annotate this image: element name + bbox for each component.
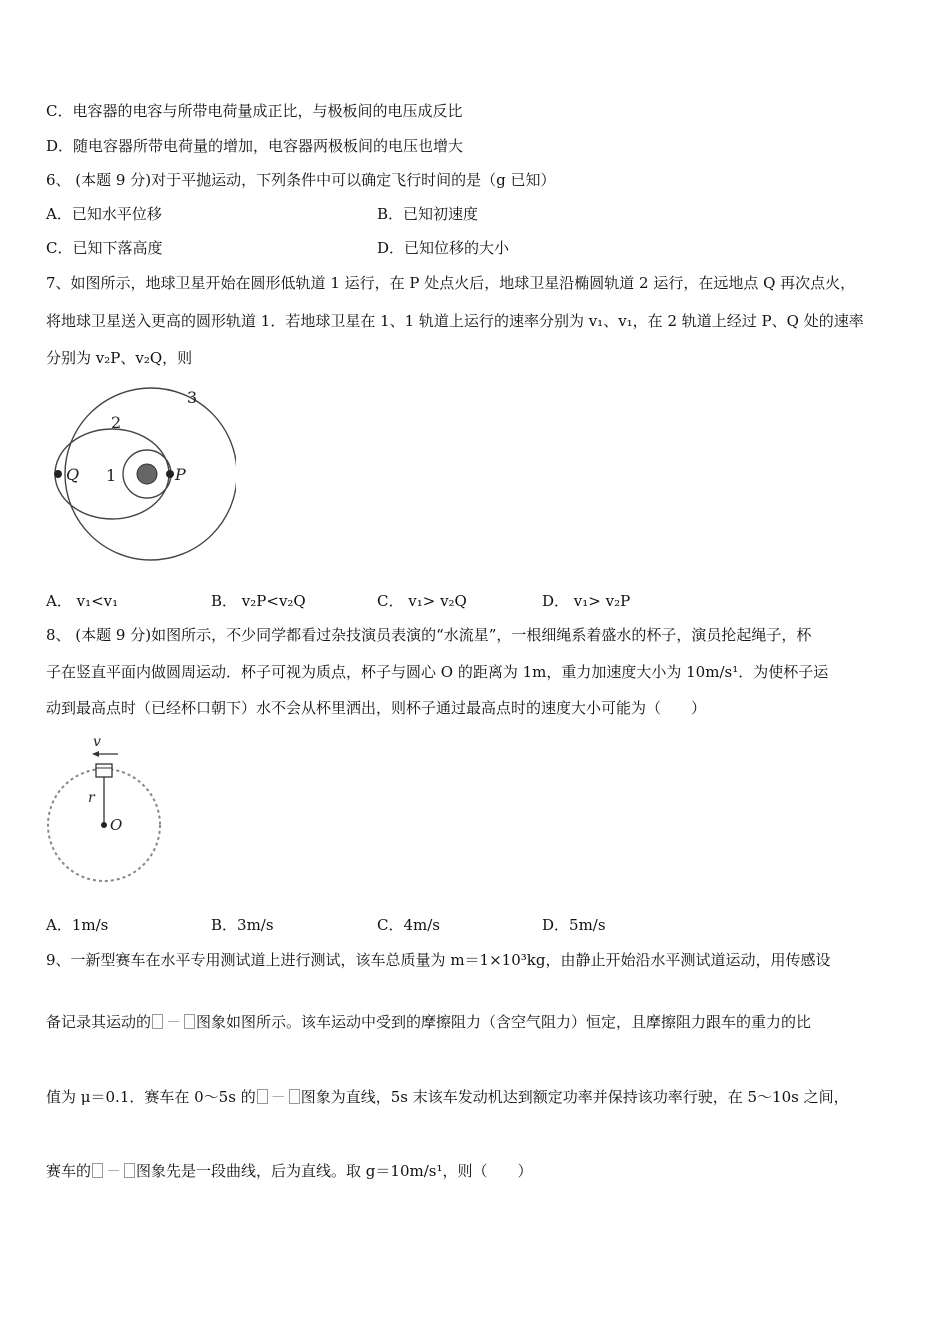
q9-stem-line3: 值为 μ＝0.1．赛车在 0～5s 的 － 图象为直线，5s 末该车发动机达到额定功率并保持该功率行驶，在 5～10s 之间， bbox=[46, 1088, 849, 1106]
q6-option-b: B．已知初速度 bbox=[377, 205, 479, 223]
point-q bbox=[54, 470, 62, 478]
q7-option-a: A． v₁<v₁ bbox=[46, 592, 119, 610]
arrow-head-icon bbox=[92, 751, 99, 757]
q9-stem-line4: 赛车的 － 图象先是一段曲线，后为直线。取 g＝10m/s¹，则（ ） bbox=[46, 1162, 533, 1180]
q6-option-d: D．已知位移的大小 bbox=[377, 239, 510, 257]
q9-stem-line2: 备记录其运动的 － 图象如图所示。该车运动中受到的摩擦阻力（含空气阻力）恒定，且摩擦阻力跟车的重力的比 bbox=[46, 1013, 812, 1031]
q7-stem-line1: 7、如图所示，地球卫星开始在圆形低轨道 1 运行，在 P 处点火后，地球卫星沿椭圆轨道 2 运行，在远地点 Q 再次点火， bbox=[46, 274, 856, 292]
q6-option-c: C．已知下落高度 bbox=[46, 239, 163, 257]
label-r: r bbox=[88, 790, 95, 806]
q8-option-d: D．5m/s bbox=[542, 916, 606, 934]
q8-stem-line1: 8、 (本题 9 分)如图所示，不少同学都看过杂技演员表演的“水流星”，一根细绳系着盛水的杯子，演员抡起绳子，杯 bbox=[46, 626, 812, 644]
label-orbit-2: 2 bbox=[111, 413, 122, 432]
label-p: P bbox=[175, 465, 186, 484]
earth bbox=[137, 464, 157, 484]
q9-stem-line1: 9、一新型赛车在水平专用测试道上进行测试，该车总质量为 m＝1×10³kg，由静止开始沿水平测试道运动，用传感设 bbox=[46, 951, 831, 969]
q6-stem: 6、 (本题 9 分)对于平抛运动，下列条件中可以确定飞行时间的是（g 已知） bbox=[46, 171, 556, 189]
missing-glyph-icon bbox=[289, 1089, 300, 1104]
q8-option-b: B．3m/s bbox=[211, 916, 274, 934]
cup bbox=[96, 764, 112, 777]
q7-stem-line3: 分别为 v₂P、v₂Q，则 bbox=[46, 349, 193, 367]
label-orbit-1: 1 bbox=[106, 466, 117, 485]
point-p bbox=[166, 470, 174, 478]
missing-glyph-icon bbox=[152, 1014, 163, 1029]
orbit-diagram bbox=[46, 385, 236, 565]
water-meteor-diagram bbox=[44, 728, 174, 888]
q8-stem-line2: 子在竖直平面内做圆周运动．杯子可视为质点，杯子与圆心 O 的距离为 1m，重力加速度大小为 10m/s¹．为使杯子运 bbox=[46, 663, 829, 681]
q7-option-c: C． v₁> v₂Q bbox=[377, 592, 467, 610]
q5-option-d: D．随电容器所带电荷量的增加，电容器两极板间的电压也增大 bbox=[46, 137, 464, 155]
q7-option-d: D． v₁> v₂P bbox=[542, 592, 631, 610]
label-orbit-3: 3 bbox=[187, 388, 198, 407]
q7-option-b: B． v₂P<v₂Q bbox=[211, 592, 306, 610]
q6-option-a: A．已知水平位移 bbox=[46, 205, 162, 223]
missing-glyph-icon bbox=[92, 1163, 103, 1178]
q8-stem-line3: 动到最高点时（已经杯口朝下）水不会从杯里洒出，则杯子通过最高点时的速度大小可能为（ ） bbox=[46, 699, 707, 717]
missing-glyph-icon bbox=[184, 1014, 195, 1029]
center-o bbox=[101, 822, 107, 828]
label-o: O bbox=[110, 816, 123, 834]
missing-glyph-icon bbox=[124, 1163, 135, 1178]
missing-glyph-icon bbox=[257, 1089, 268, 1104]
q8-option-a: A．1m/s bbox=[46, 916, 109, 934]
label-v: v bbox=[93, 734, 101, 750]
q8-option-c: C．4m/s bbox=[377, 916, 440, 934]
q5-option-c: C．电容器的电容与所带电荷量成正比，与极板间的电压成反比 bbox=[46, 102, 463, 120]
q7-stem-line2: 将地球卫星送入更高的圆形轨道 1．若地球卫星在 1、1 轨道上运行的速率分别为 v₁、v₁，在 2 轨道上经过 P、Q 处的速率 bbox=[46, 312, 864, 330]
label-q: Q bbox=[66, 465, 80, 484]
